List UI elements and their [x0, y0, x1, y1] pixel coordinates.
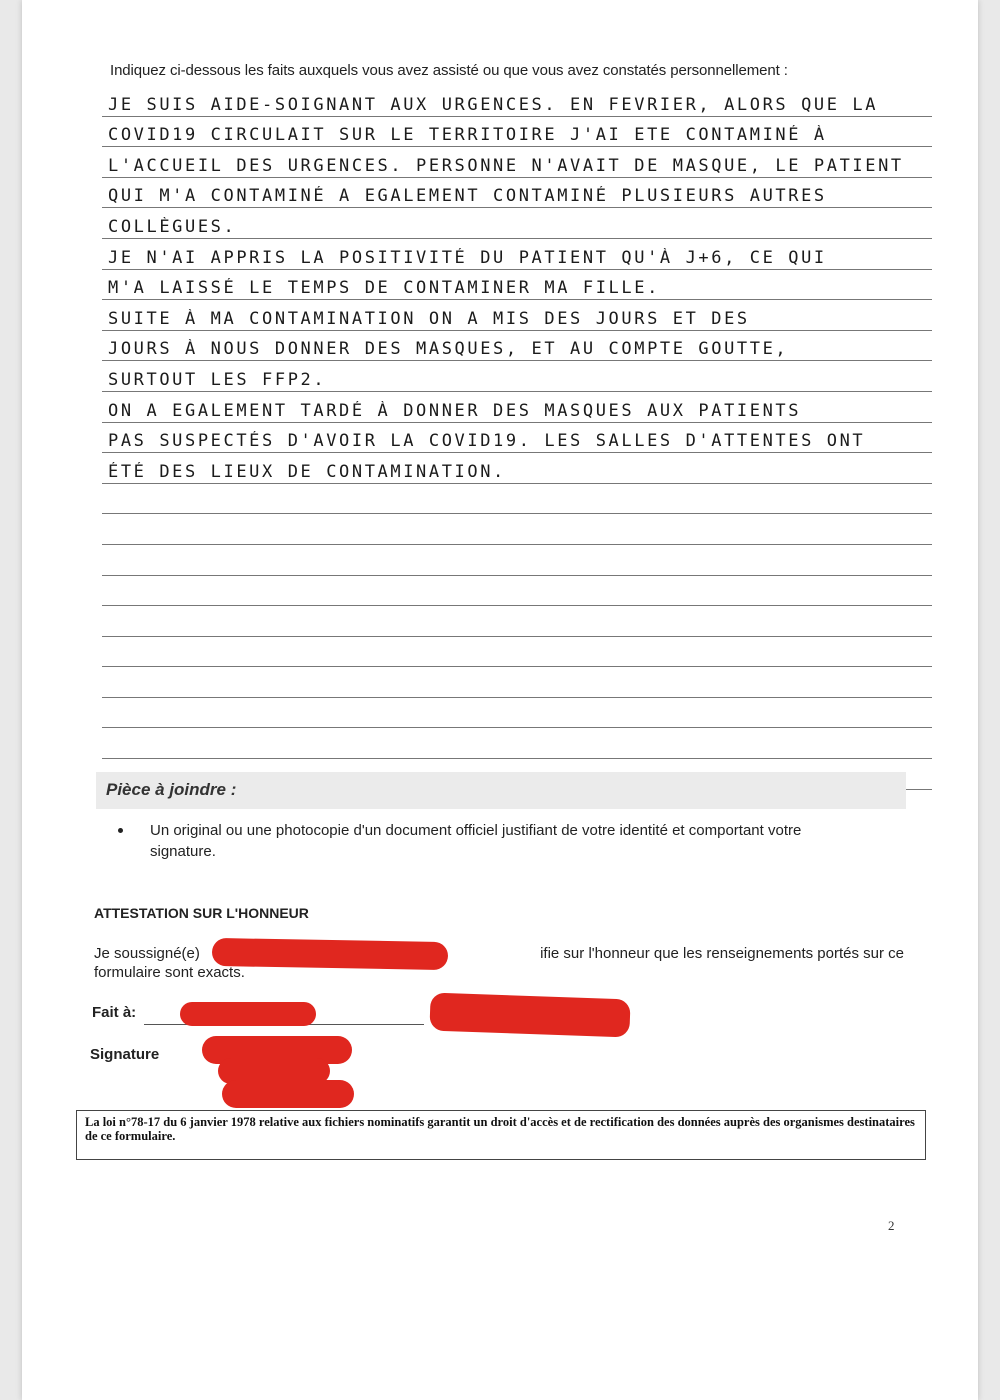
ruled-line: [102, 178, 932, 209]
ruled-line: [102, 698, 932, 729]
piece-bullet-text: Un original ou une photocopie d'un document officiel justifiant de votre identité et comportant votre signature.: [150, 822, 802, 860]
ruled-line: [102, 637, 932, 668]
redaction-date: [429, 993, 630, 1038]
attestation-title: ATTESTATION SUR L'HONNEUR: [94, 905, 309, 921]
fait-a-label: Fait à:: [92, 1004, 137, 1021]
handwritten-text: SUITE À MA CONTAMINATION ON A MIS DES JOURS ET DES: [108, 308, 750, 329]
handwritten-text: PAS SUSPECTÉS D'AVOIR LA COVID19. LES SALLES D'ATTENTES ONT: [108, 431, 866, 452]
piece-section-header: [96, 772, 906, 809]
ruled-line: [102, 484, 932, 515]
ruled-line: [102, 514, 932, 545]
handwritten-text: JE SUIS AIDE-SOIGNANT AUX URGENCES. EN FEVRIER, ALORS QUE LA: [108, 94, 879, 115]
handwritten-text: SURTOUT LES FFP2.: [108, 369, 327, 390]
ruled-line: [102, 728, 932, 759]
ruled-line: [102, 270, 932, 301]
ruled-line: [102, 117, 932, 148]
handwritten-area: [102, 86, 932, 790]
ruled-line: [102, 576, 932, 607]
signature-label: Signature: [90, 1046, 160, 1063]
handwritten-text: L'ACCUEIL DES URGENCES. PERSONNE N'AVAIT DE MASQUE, LE PATIENT: [108, 155, 904, 176]
bullet-icon: [118, 828, 123, 833]
handwritten-text: QUI M'A CONTAMINÉ A EGALEMENT CONTAMINÉ PLUSIEURS AUTRES: [108, 186, 827, 207]
redaction-place: [180, 1002, 316, 1026]
law-notice-box: La loi n°78-17 du 6 janvier 1978 relative aux fichiers nominatifs garantit un droit d'accès et de rectification des données auprès des organismes destinataires de ce formulaire.: [76, 1110, 926, 1160]
ruled-line: [102, 147, 932, 178]
ruled-line: [102, 208, 932, 239]
handwritten-text: JOURS À NOUS DONNER DES MASQUES, ET AU COMPTE GOUTTE,: [108, 339, 789, 360]
ruled-line: [102, 392, 932, 423]
ruled-line: [102, 667, 932, 698]
document-page: [22, 0, 978, 1400]
page-number: 2: [888, 1218, 895, 1233]
attestation-text-end: formulaire sont exacts.: [94, 964, 245, 981]
handwritten-text: ON A EGALEMENT TARDÉ À DONNER DES MASQUES AUX PATIENTS: [108, 400, 802, 421]
ruled-line: [102, 453, 932, 484]
piece-bullet-item: [118, 820, 818, 862]
ruled-line: [102, 545, 932, 576]
handwritten-text: ÉTÉ DES LIEUX DE CONTAMINATION.: [108, 461, 506, 482]
ruled-line: [102, 423, 932, 454]
handwritten-text: COVID19 CIRCULAIT SUR LE TERRITOIRE J'AI ETE CONTAMINÉ À: [108, 125, 827, 146]
form-instruction: Indiquez ci-dessous les faits auxquels vous avez assisté ou que vous avez constatés personnellement :: [110, 62, 788, 79]
ruled-line: [102, 86, 932, 117]
ruled-line: [102, 331, 932, 362]
handwritten-text: JE N'AI APPRIS LA POSITIVITÉ DU PATIENT QU'À J+6, CE QUI: [108, 247, 827, 268]
attestation-text-mid: ifie sur l'honneur que les renseignements portés sur ce: [540, 945, 904, 962]
handwritten-text: COLLÈGUES.: [108, 216, 237, 237]
ruled-line: [102, 239, 932, 270]
handwritten-text: M'A LAISSÉ LE TEMPS DE CONTAMINER MA FILLE.: [108, 278, 660, 299]
ruled-line: [102, 361, 932, 392]
redaction-name: [212, 938, 448, 970]
piece-title: Pièce à joindre :: [106, 780, 237, 799]
ruled-line: [102, 300, 932, 331]
attestation-text-start: Je soussigné(e): [94, 945, 200, 962]
ruled-line: [102, 606, 932, 637]
redaction-signature-3: [222, 1080, 354, 1108]
